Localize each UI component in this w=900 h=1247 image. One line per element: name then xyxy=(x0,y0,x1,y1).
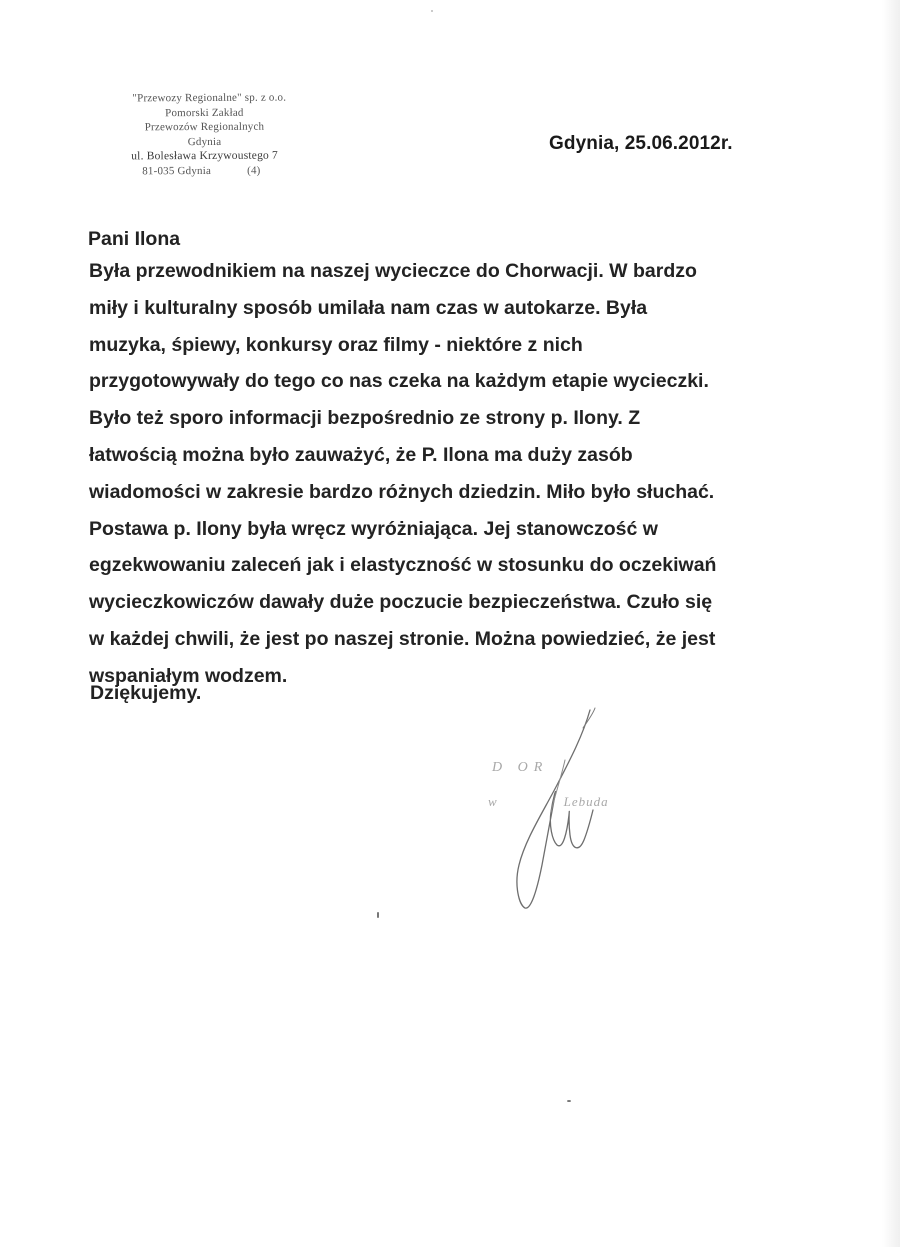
body-line: łatwością można było zauważyć, że P. Ilona ma duży zasób xyxy=(89,443,633,466)
scan-speck xyxy=(377,912,379,918)
body-line: Była przewodnikiem na naszej wycieczce do Chorwacji. W bardzo xyxy=(89,260,697,282)
scan-speck xyxy=(431,10,433,12)
closing-thanks: Dziękujemy. xyxy=(90,682,202,704)
body-line: wspaniałym wodzem. xyxy=(89,664,288,687)
stamp-branch: Pomorski Zakład xyxy=(165,106,244,119)
stamp-postcode-line xyxy=(92,163,317,179)
body-line: wiadomości w zakresie bardzo różnych dziedzin. Miło było słuchać. xyxy=(89,480,715,503)
body-line: w każdej chwili, że jest po naszej stronie. Można powiedzieć, że jest xyxy=(89,627,716,650)
body-line: Było też sporo informacji bezpośrednio ze strony p. Ilony. Z xyxy=(89,407,641,430)
body-line: przygotowywały do tego co nas czeka na każdym etapie wycieczki. xyxy=(89,370,709,393)
stamp-number: (4) xyxy=(247,164,261,177)
body-line: Postawa p. Ilony była wręcz wyróżniająca. Jej stanowczość w xyxy=(89,517,658,540)
body-line: miły i kulturalny sposób umilała nam czas w autokarze. Była xyxy=(89,296,648,319)
letter-body xyxy=(89,253,769,695)
body-line: egzekwowaniu zaleceń jak i elastyczność w stosunku do oczekiwań xyxy=(89,554,717,577)
stamp-department: Przewozów Regionalnych xyxy=(144,120,265,134)
director-stamp-name-left: w xyxy=(488,794,498,809)
body-line: muzyka, śpiewy, konkursy oraz filmy - niektóre z nich xyxy=(89,333,583,356)
salutation: Pani Ilona xyxy=(88,228,181,250)
handwritten-signature xyxy=(495,700,635,920)
scan-edge-shadow xyxy=(882,0,900,1247)
sender-company-stamp xyxy=(92,90,317,179)
body-line: wycieczkowiczów dawały duże poczucie bezpieczeństwa. Czuło się xyxy=(89,591,713,614)
director-stamp-name-right: Lebuda xyxy=(563,794,609,809)
scan-speck xyxy=(567,1100,571,1102)
stamp-company-name: "Przewozy Regionalne" sp. z o.o. xyxy=(132,91,287,105)
stamp-postcode: 81-035 Gdynia xyxy=(142,164,212,178)
stamp-city: Gdynia xyxy=(187,135,222,148)
director-stamp-title: D OR xyxy=(492,760,549,775)
letter-date: Gdynia, 25.06.2012r. xyxy=(549,133,733,154)
stamp-street: ul. Bolesława Krzywoustego 7 xyxy=(131,149,279,163)
